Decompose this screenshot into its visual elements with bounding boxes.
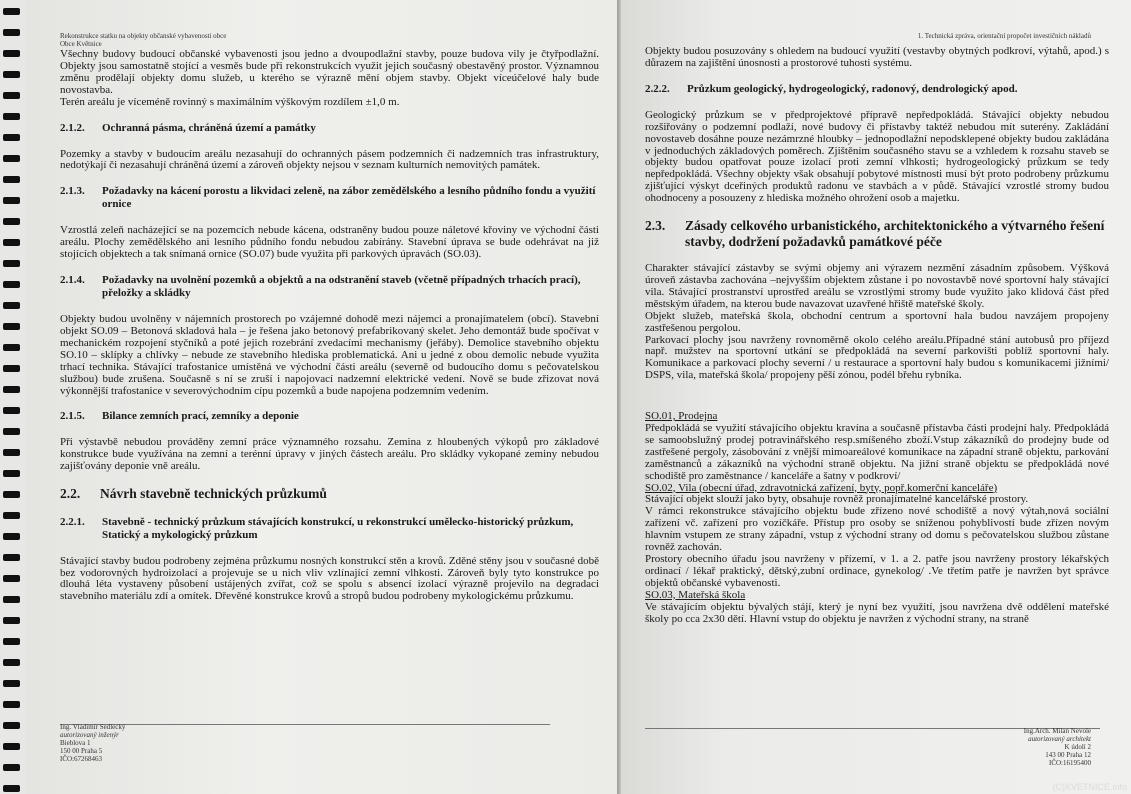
footer-line: 150 00 Praha 5 [60,747,103,755]
binding-ring [3,428,20,435]
section-title: Požadavky na uvolnění pozemků a objektů a na odstranění staveb (včetně případných trhacích prací), přeložky a skládky [102,274,581,300]
binding-ring [3,92,20,99]
paragraph-2-3-parking: Parkovací plochy jsou navrženy rovnoměrně okolo celého areálu.Případné stání autobusů pro příjezd např. mužstev na sportovní utkání se předpokládá na severní parkovišti poblíž sportovní haly. Komunikace a parkovací plochy severní / u restaurace a sportovní haly budou s komunikacemi jižními/ DSPS, vila, mateřská škola/ propojeny pěší zónou, podél břehu rybníka. [645,333,1109,382]
binding-ring [3,491,20,498]
paragraph-2-2-2: Geologický průzkum se v předprojektové přípravě nepředpokládá. Stávající objekty nebudou rozšiřovány o podzemní podlaží, nové budovy či přístavby taktéž nebudou mít suterény. Zakládání novostaveb dosáhne pouze nezámrzné hloubky – jednopodlažní nepodsklepené objekty budou zakládána v jednoduchých základových poměrech. Zjištěním současného stavu se a vzhledem k rozsahu staveb se objekty budou opatřovat pouze izolací proti zemní vlhkosti; hydrogeologický průzkum se tedy nepředpokládá. Všechny objekty však obsahují pobytové místnosti musí být proto podrobeny průzkumu zjišťující výskyt dceřiných produktů radonu ve stavbách a v půdě. Stávající vzrostlé stromy budou ohodnoceny a posouzeny z hlediska možného ohrožení osob a majetku. [645,108,1109,205]
binding-ring [3,470,20,477]
section-title: Zásady celkového urbanistického, architektonického a výtvarného řešení stavby, dodržení požadavků památkové péče [685,218,1105,249]
so03-title: SO.03, Mateřská škola [645,588,746,601]
binding-ring [3,8,20,15]
section-number: 2.2.2. [645,82,670,95]
binding-ring [3,113,20,120]
spiral-binding [0,0,26,794]
binding-ring [3,176,20,183]
right-intro: Objekty budou posuzovány s ohledem na budoucí využití (vestavby obytných podkroví, výtahů, apod.) s důrazem na zajištění únosnosti a prostorové tuhosti systému. [645,45,1109,69]
left-footer [60,723,125,763]
so03-text: Ve stávajícím objektu bývalých stájí, který je nyní bez využití, jsou navržena dvě oddělení mateřské školy po cca 2x30 dětí. Hlavní vstup do objektu je navržen z východní strany, na straně [645,600,1109,625]
section-number: 2.3. [645,218,666,234]
binding-ring [3,449,20,456]
binding-ring [3,71,20,78]
right-footer [1024,727,1091,767]
section-title: Návrh stavebně technických průzkumů [100,486,327,502]
paragraph-2-1-4: Objekty budou uvolněny v nájemních prostorech po vzájemné dohodě mezi nájemci a pronajímatelem (obcí). Stavební objekt SO.09 – Betonová skladová hala – je řešena jako betonový prefabrikovaný skelet. Jeho demontáž bude spočívat v mechanickém rozpojení styčníků a poté jejich rozebrání zvedacími mechanismy (jeřáby). Demolice stavebního objektu SO.10 – sklípky a chlívky – nebude ze stavebního hlediska problematická. Ani u jedné z obou demolic nebude využita trhací technika. Stávající trafostanice umístěná ve východní části areálu (severně od budoucího domu s pečovatelskou službou) bude zrušena. Současně s ní se zruší i napojovací nadzemní elektrické vedení. Nově se bude zřizovat nová výkonnější trafostanice v severovýchodním cípu pozemků a bude napojena podzemním vedením. [60,313,599,397]
heading-2-1-3 [60,185,599,211]
paragraph-2-3-character: Charakter stávající zástavby se svými objemy ani výrazem nezmění zásadním způsobem. Výšková úroveň zástavba zachována –nejvyšším objektem zůstane i po novostavbě nové sportovní haly stávající vila. Stávající prostranství uprostřed areálu se vzrostlými stromy bude využito jako klidová část před městským úřadem, na kterou bude navazovat uzavřené hřiště mateřské školy. [645,262,1109,310]
heading-2-2-2 [645,83,1109,96]
heading-2-1-5 [60,410,599,423]
binding-ring [3,218,20,225]
section-title: Požadavky na kácení porostu a likvidaci zeleně, na zábor zemědělského a lesního půdního fondu a využití ornice [102,185,596,211]
so02-title: SO.02, Vila (obecní úřad, zdravotnická zařízení, byty, popř.komerční kanceláře) [645,481,998,494]
footer-line: Bieblova 1 [60,739,91,747]
binding-ring [3,764,20,771]
right-page [621,0,1131,794]
paragraph-2-1-2: Pozemky a stavby v budoucím areálu nezasahují do ochranných pásem podzemních či nadzemních tras infrastruktury, nedotýkají či nezasahují chráněná území a zároveň objekty nejsou v seznam kulturních nemovitých památek. [60,147,599,172]
binding-ring [3,617,20,624]
section-number: 2.2. [60,486,81,502]
footer-line: autorizovaný inženýr [60,731,119,739]
watermark: (C)KVETNICE.info [1052,782,1127,792]
section-title: Ochranná pásma, chráněná území a památky [102,121,316,134]
left-intro: Všechny budovy budoucí občanské vybavenosti jsou jedno a dvoupodlažní stavby, pouze budova vily je čtyřpodlažní. Objekty jsou samostatně stojící a vesměs bude při rekonstrukcích využit jejich současný obestavěný prostor. Významnou změnu prodělají objekty domu služeb, u kterého se výrazně mění objem stavby. Objekt víceúčelové haly bude novostavba. [60,48,599,96]
footer-line: 143 00 Praha 12 [1045,751,1091,759]
so01-title: SO.01, Prodejna [645,410,718,423]
so02-text-offices: Prostory obecního úřadu jsou navrženy v přízemí, v 1. a 2. patře jsou navrženy prostory lékařských ordinací / lékař praktický, dětský,zubní ordinace, gynekolog/ .Ve třetím patře je navržen byt správce objektů občanské vybavenosti. [645,553,1109,589]
binding-ring [3,533,20,540]
footer-line: Ing. Vladimír Sedlecký [60,723,126,731]
binding-ring [3,659,20,666]
paragraph-2-1-5: Při výstavbě nebudou prováděny zemní práce významného rozsahu. Zemina z hloubených výkopů pro základové konstrukce bude využívána na zemní a terénní úpravy v jiných částech areálu. Pro skládky vykopané zeminy nebudou zajišťovány deponie vně areálu. [60,436,599,473]
left-footer-rule [60,724,550,725]
binding-ring [3,785,20,792]
left-intro-terrain: Terén areálu je víceméně rovinný s maximálním výškovým rozdílem ±1,0 m. [60,95,400,108]
binding-ring [3,29,20,36]
section-title: Bilance zemních prací, zemníky a deponie [102,410,299,423]
binding-ring [3,722,20,729]
footer-line: K údolí 2 [1064,743,1091,751]
left-page [26,0,619,794]
binding-ring [3,323,20,330]
binding-ring [3,386,20,393]
so02-text-reconstruction: V rámci rekonstrukce stávajícího objektu bude zřízeno nové schodiště a nový výtah,nová sociální zařízení vč. zařízení pro vozíčkáře. Přístup pro osoby se sníženou pohyblivostí bude zřízen novým hlavním vstupem ze strany západní, vstup z východní strany od domu s pečovatelskou službou zůstane rovněž zachován. [645,505,1109,554]
section-title: Stavebně - technický průzkum stávajících konstrukcí, u rekonstrukcí umělecko-historický průzkum, Statický a mykologický průzkum [102,515,574,541]
section-title: Průzkum geologický, hydrogeologický, radonový, dendrologický apod. [687,82,1018,95]
paragraph-2-2-1: Stávající stavby budou podrobeny zejména průzkumu nosných konstrukcí stěn a krovů. Zděné stěny jsou v současné době bez vodorovných hydroizolací a projevuje se u nich vliv vzlínající zemní vlhkosti. Zároveň byly tyto konstrukce po dlouhá léta vystaveny působení ustájených zvířat, což se spolu s absencí izolací výrazně projevilo na degradaci stavebního materiálu zdí a omítek. Dřevěné konstrukce krovů a stropů budou podrobeny mykologickému průzkumu. [60,554,599,603]
right-header: 1. Technická zpráva, orientační propočet investičních nákladů [917,32,1091,40]
binding-ring [3,197,20,204]
section-number: 2.1.3. [60,185,85,198]
heading-2-1-4 [60,274,599,300]
binding-ring [3,365,20,372]
left-header [60,32,226,48]
binding-ring [3,239,20,246]
so02-text-existing: Stávající objekt slouží jako byty, obsahuje rovněž pronajímatelné kancelářské prostory. [645,493,1029,506]
paragraph-2-1-3: Vzrostlá zeleň nacházející se na pozemcích nebude kácena, odstraněny budou pouze náletové křoviny ve východní části areálu. Plochy zemědělského ani lesního půdního fondu nebudou zabírány. Stavební úprava se bude odehrávat na již stojících objektech a tak snímaná ornice (SO.07) bude využita při parkových úpravách (SO.03). [60,224,599,261]
footer-line: Ing.Arch. Milan Nevole [1023,727,1091,735]
binding-ring [3,575,20,582]
binding-ring [3,155,20,162]
binding-ring [3,743,20,750]
binding-ring [3,512,20,519]
binding-ring [3,596,20,603]
binding-ring [3,134,20,141]
footer-line: IČO:16195400 [1049,759,1091,767]
binding-ring [3,554,20,561]
binding-ring [3,302,20,309]
binding-ring [3,701,20,708]
binding-ring [3,344,20,351]
heading-2-2 [60,486,599,502]
left-header-line: Rekonstrukce statku na objekty občanské vybavenosti obce [60,32,227,40]
heading-2-1-2 [60,122,599,135]
left-header-line: Obce Květnice [60,40,102,48]
section-number: 2.1.2. [60,121,85,134]
section-number: 2.2.1. [60,515,85,528]
binding-ring [3,407,20,414]
paragraph-2-3-pergola: Objekt služeb, mateřská škola, obchodní centrum a sportovní hala budou navzájem propojeny zastřešenou pergolou. [645,309,1109,334]
section-number: 2.1.4. [60,274,85,287]
binding-ring [3,680,20,687]
binding-ring [3,638,20,645]
so01-text: Předpokládá se využití stávajícího objektu kravína a současně přístavba části prodejní haly. Předpokládá se samoobslužný prodej potravinářského resp.smíšeného zboží.Vstup zákazníků do prodejny bude od zastřešené pergoly, zásobování z vnější mimoareálové komunikace na západní straně objektu, parkování zaměstnanců a zákazníků na východní straně objektu. Na jižní straně objektu se předpokládá nové schodiště pro zaměstnance / kanceláře a šatny v podkroví/ [645,422,1109,482]
section-number: 2.1.5. [60,410,85,423]
footer-line: autorizovaný architekt [1028,735,1091,743]
binding-ring [3,281,20,288]
binding-ring [3,260,20,267]
binding-ring [3,50,20,57]
heading-2-2-1 [60,516,599,542]
heading-2-3 [645,218,1109,249]
footer-line: IČO:67268463 [60,755,102,763]
